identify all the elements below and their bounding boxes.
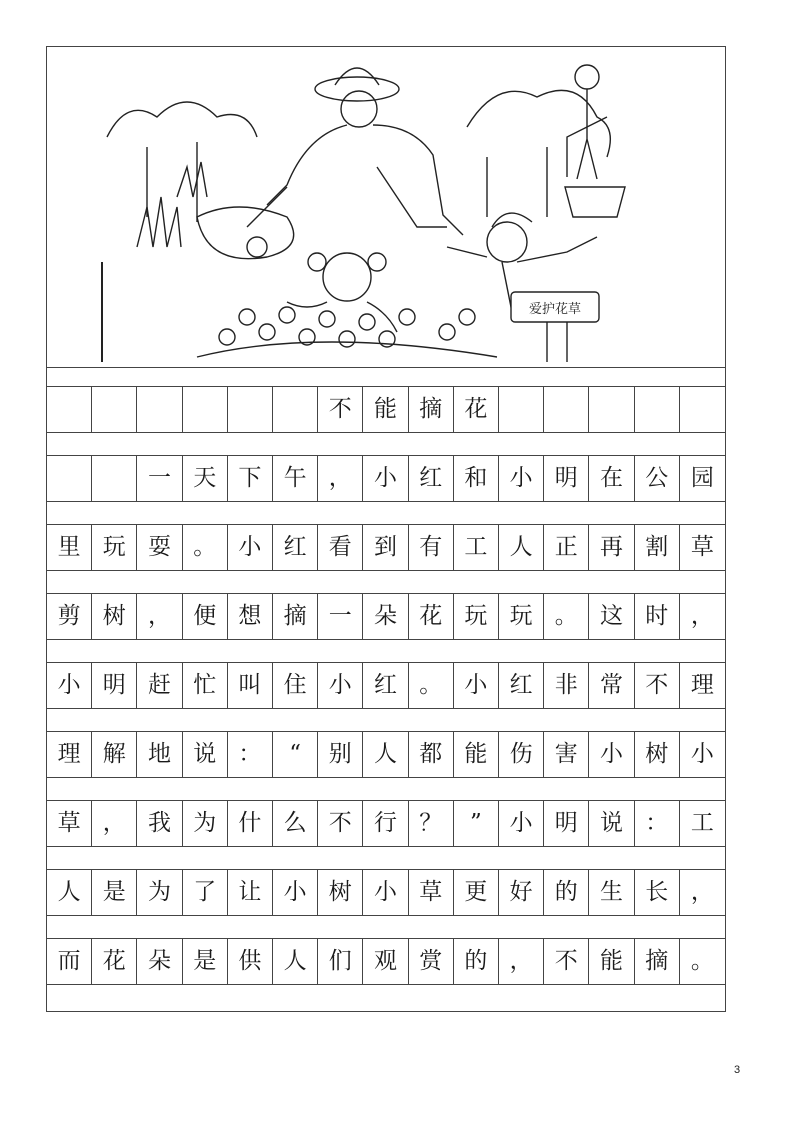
grid-cell (228, 387, 273, 432)
grid-cell: 小 (499, 456, 544, 501)
park-scene-drawing (47, 47, 725, 367)
grid-cell: 明 (92, 663, 137, 708)
gap-row (47, 916, 725, 939)
grid-cell: 树 (635, 732, 680, 777)
page-number: 3 (734, 1064, 741, 1076)
grid-cell: 明 (544, 801, 589, 846)
grid-cell: 观 (363, 939, 408, 984)
grid-cell: 生 (589, 870, 634, 915)
grid-cell: 小 (318, 663, 363, 708)
grid-cell (544, 387, 589, 432)
text-row (47, 870, 725, 916)
grid-cell: 正 (544, 525, 589, 570)
grid-cell: 人 (273, 939, 318, 984)
text-row (47, 939, 725, 985)
text-row (47, 801, 725, 847)
grid-cell: 午 (273, 456, 318, 501)
text-row (47, 525, 725, 571)
grid-cell: ， (690, 603, 714, 629)
grid-cell: 说 (589, 801, 634, 846)
illustration (47, 47, 725, 368)
grid-cell: ： (635, 801, 680, 846)
grid-cell: 看 (318, 525, 363, 570)
grid-cell: ， (499, 939, 544, 984)
grid-cell: 住 (273, 663, 318, 708)
grid-cell: 人 (363, 732, 408, 777)
grid-cell: 了 (183, 870, 228, 915)
grid-cell: 小 (228, 525, 273, 570)
grid-cell (273, 387, 318, 432)
grid-cell: 便 (183, 594, 228, 639)
grid-cell: 为 (183, 801, 228, 846)
grid-cell: 理 (690, 672, 714, 698)
grid-cell: 。 (409, 663, 454, 708)
grid-cell: 想 (228, 594, 273, 639)
grid-cell: 花 (92, 939, 137, 984)
grid-cell: 再 (589, 525, 634, 570)
grid-cell: 摘 (273, 594, 318, 639)
text-row (47, 732, 725, 778)
grid-cell: 朵 (363, 594, 408, 639)
grid-cell: 下 (228, 456, 273, 501)
grid-cell: 草 (47, 801, 92, 846)
gap-row (47, 502, 725, 525)
grid-cell: ？ (409, 801, 454, 846)
grid-cell: 更 (454, 870, 499, 915)
grid-cell (92, 387, 137, 432)
grid-cell: 小 (589, 732, 634, 777)
grid-cell: 都 (409, 732, 454, 777)
gap-row (47, 571, 725, 594)
grid-cell: 剪 (47, 594, 92, 639)
grid-cell: 小 (273, 870, 318, 915)
grid-cell: 能 (589, 939, 634, 984)
grid-cell: 花 (454, 387, 499, 432)
grid-cell: 说 (183, 732, 228, 777)
grid-cell: 草 (690, 534, 714, 560)
grid-cell: 工 (690, 810, 714, 836)
grid-cell: 是 (92, 870, 137, 915)
grid-cell: 。 (183, 525, 228, 570)
grid-cell: 害 (544, 732, 589, 777)
grid-cell: ， (690, 879, 714, 905)
grid-cell: ， (318, 456, 363, 501)
gap-row (47, 367, 725, 387)
grid-cell (635, 387, 680, 432)
grid-cell: 是 (183, 939, 228, 984)
grid-cell: 摘 (409, 387, 454, 432)
grid-cell: 小 (690, 741, 714, 767)
grid-cell (680, 387, 725, 432)
grid-cell: 里 (47, 525, 92, 570)
grid-cell: 为 (137, 870, 182, 915)
grid-cell: 朵 (137, 939, 182, 984)
grid-cell (183, 387, 228, 432)
grid-cell (137, 387, 182, 432)
grid-cell: “ (273, 732, 318, 777)
grid-cell: 让 (228, 870, 273, 915)
grid-cell: 么 (273, 801, 318, 846)
grid-cell: ， (92, 801, 137, 846)
grid-cell: 长 (635, 870, 680, 915)
grid-cell: ” (454, 801, 499, 846)
gap-row (47, 640, 725, 663)
grid-cell: 树 (318, 870, 363, 915)
grid-cell: 人 (499, 525, 544, 570)
grid-cell: 玩 (499, 594, 544, 639)
gap-row (47, 847, 725, 870)
grid-cell: 红 (363, 663, 408, 708)
grid-cell (589, 387, 634, 432)
grid-cell: 有 (409, 525, 454, 570)
text-row (47, 663, 725, 709)
text-row (47, 456, 725, 502)
sign-text: 爱护花草 (528, 302, 582, 317)
grid-cell: 树 (92, 594, 137, 639)
grid-cell: 解 (92, 732, 137, 777)
gap-row (47, 778, 725, 801)
grid-cell: 理 (47, 732, 92, 777)
grid-cell: 供 (228, 939, 273, 984)
grid-cell: 能 (454, 732, 499, 777)
grid-cell: 的 (454, 939, 499, 984)
grid-cell: 小 (454, 663, 499, 708)
grid-cell: 而 (47, 939, 92, 984)
grid-cell: 园 (690, 465, 714, 491)
gap-row (47, 433, 725, 456)
grid-cell: 这 (589, 594, 634, 639)
grid-cell: 摘 (635, 939, 680, 984)
grid-cell: 不 (635, 663, 680, 708)
grid-cell: ： (228, 732, 273, 777)
grid-cell: 小 (363, 870, 408, 915)
grid-cell: 能 (363, 387, 408, 432)
grid-cell: 明 (544, 456, 589, 501)
grid-cell: 行 (363, 801, 408, 846)
grid-cell: 花 (409, 594, 454, 639)
gap-row (47, 709, 725, 732)
grid-cell: 玩 (92, 525, 137, 570)
grid-cell: 们 (318, 939, 363, 984)
grid-cell (47, 387, 92, 432)
grid-cell: 的 (544, 870, 589, 915)
grid-cell: 红 (409, 456, 454, 501)
grid-cell (92, 456, 137, 501)
grid-cell: 赶 (137, 663, 182, 708)
grid-cell: 天 (183, 456, 228, 501)
grid-cell: 地 (137, 732, 182, 777)
grid-cell: 赏 (409, 939, 454, 984)
grid-cell: 伤 (499, 732, 544, 777)
title-row (47, 387, 725, 433)
grid-cell (47, 456, 92, 501)
grid-cell: 一 (318, 594, 363, 639)
grid-cell: 不 (544, 939, 589, 984)
grid-cell: 好 (499, 870, 544, 915)
grid-cell: 。 (544, 594, 589, 639)
grid-cell: 一 (137, 456, 182, 501)
grid-cell: 小 (363, 456, 408, 501)
grid-cell: 什 (228, 801, 273, 846)
grid-cell: 工 (454, 525, 499, 570)
grid-cell: 小 (47, 663, 92, 708)
grid-cell: 忙 (183, 663, 228, 708)
writing-sheet (46, 46, 726, 1012)
grid-cell: 别 (318, 732, 363, 777)
grid-cell: 到 (363, 525, 408, 570)
grid-cell: 不 (318, 387, 363, 432)
grid-cell: 我 (137, 801, 182, 846)
grid-cell: 在 (589, 456, 634, 501)
grid-cell: 割 (635, 525, 680, 570)
grid-cell: 叫 (228, 663, 273, 708)
grid-cell: 草 (409, 870, 454, 915)
grid-cell: 和 (454, 456, 499, 501)
grid-cell: 红 (499, 663, 544, 708)
grid-cell: 人 (47, 870, 92, 915)
gap-row (47, 985, 725, 1011)
grid-cell: ， (137, 594, 182, 639)
grid-cell: 不 (318, 801, 363, 846)
grid-cell: 耍 (137, 525, 182, 570)
grid-cell: 。 (690, 948, 714, 974)
grid-cell: 玩 (454, 594, 499, 639)
grid-cell (499, 387, 544, 432)
text-row (47, 594, 725, 640)
grid-cell: 小 (499, 801, 544, 846)
grid-cell: 时 (635, 594, 680, 639)
grid-cell: 红 (273, 525, 318, 570)
grid-cell: 非 (544, 663, 589, 708)
grid-cell: 常 (589, 663, 634, 708)
grid-cell: 公 (635, 456, 680, 501)
